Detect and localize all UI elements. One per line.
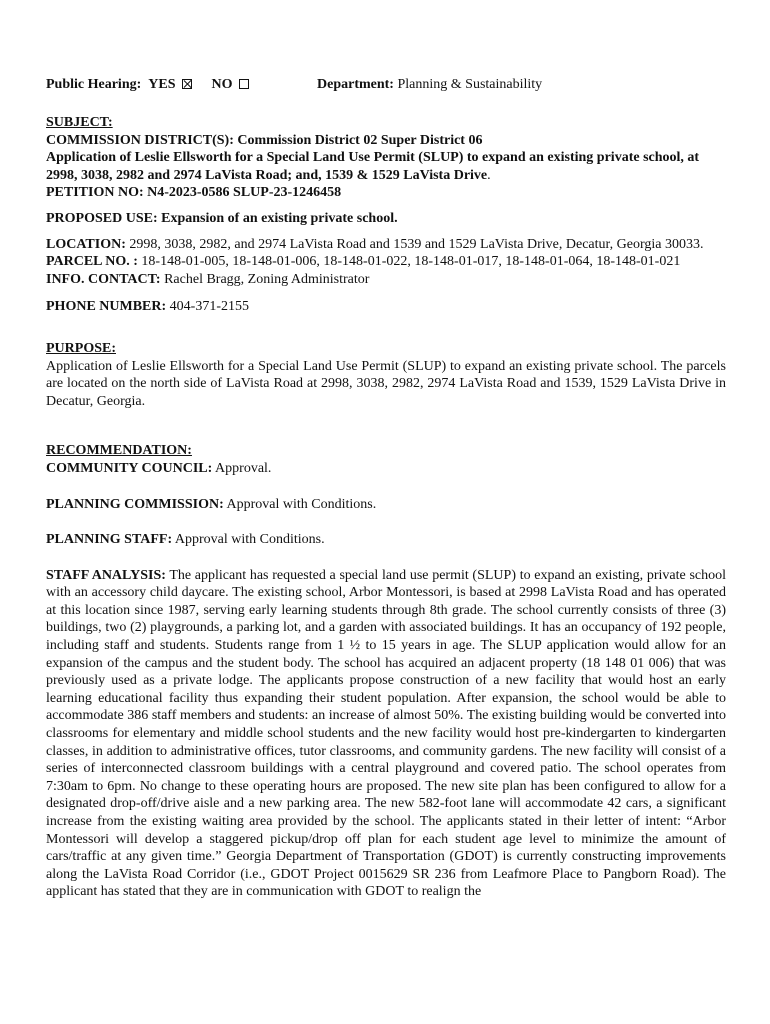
application-title-text: Application of Leslie Ellsworth for a Special Land Use Permit (SLUP) to expand an existing private school, at 2998, 3038, 2982 and 2974 LaVista Road; and, 1539 & 1529 LaVista Drive (46, 150, 700, 183)
yes-label: YES (148, 77, 176, 92)
petition-number (46, 184, 726, 202)
commission-district (46, 132, 726, 150)
application-title-end: . (487, 167, 491, 183)
proposed-use-text: PROPOSED USE: Expansion of an existing private school. (46, 210, 398, 226)
staff-analysis-text: The applicant has requested a special land use permit (SLUP) to expand an existing, private school with an accessory child daycare. The existing school, Arbor Montessori, is based at 2998 LaVista Road and has operated at this location since 1987, serving early learning students through 8th grade. The school currently consists of three (3) buildings, two (2) playgrounds, a parking lot, and a garden with associated buildings. It has an occupancy of 192 people, including staff and students. Students range from 1 ½ to 15 years in age. The SLUP application would allow for an expansion of the campus and the student body. The school has acquired an adjacent property (18 148 01 006) that was previously used as a private lodge. The applicants propose construction of a new facility that would host an early learning educational facility thus expanding their student population. After expansion, the school would be able to accommodate 386 staff members and students: an increase of almost 50%. The existing building would be converted into classrooms for elementary and middle school students and the new facility would host pre-kindergarten to kindergarten classes, in addition to administrative offices, tutor classrooms, and community gardens. The new facility will consist of a series of interconnected classroom buildings with a central playground and covered patio. The school operates from 7:30am to 6pm. No change to these operating hours are proposed. The new site plan has been configured to allow for a designated drop-off/drive aisle and a new parking area. The new 582-foot lane will accommodate 42 cars, a significant increase from the existing waiting area provided by the school. The applicants stated in their letter of intent: “Arbor Montessori will develop a staggered pickup/drop off plan for each student age level to minimize the amount of cars/traffic at any given time.” Georgia Department of Transportation (GDOT) is currently constructing improvements along the LaVista Road Corridor (i.e., GDOT Project 0015629 SR 236 from Leafmore Place to Pangborn Road). The applicant has stated that they are in communication with GDOT to realign the (46, 567, 726, 900)
petition-number-text: PETITION NO: N4-2023-0586 SLUP-23-1246458 (46, 185, 342, 201)
no-checkbox-empty-icon[interactable] (239, 79, 249, 89)
department (317, 76, 542, 94)
recommendation-heading: RECOMMENDATION: (46, 443, 192, 459)
phone-value: 404-371-2155 (169, 299, 249, 315)
purpose-text: Application of Leslie Ellsworth for a Special Land Use Permit (SLUP) to expand an existing private school. The parcels are located on the north side of LaVista Road at 2998, 3038, 2982, 2974 LaVista Road and 1539, 1529 LaVista Drive in Decatur, Georgia. (46, 358, 726, 409)
application-title (46, 149, 726, 184)
purpose-heading: PURPOSE: (46, 340, 116, 356)
planning-commission (46, 496, 726, 514)
phone-number (46, 298, 726, 316)
proposed-use (46, 210, 726, 228)
phone-label: PHONE NUMBER: (46, 299, 167, 315)
community-council (46, 460, 726, 478)
document-page (46, 76, 726, 901)
location-label: LOCATION: (46, 236, 126, 252)
info-contact-label: INFO. CONTACT: (46, 271, 161, 287)
no-label: NO (211, 77, 233, 92)
planning-staff-label: PLANNING STAFF: (46, 532, 173, 548)
staff-analysis (46, 567, 726, 901)
planning-staff (46, 531, 726, 549)
commission-district-text: COMMISSION DISTRICT(S): Commission District 02 Super District 06 (46, 132, 483, 148)
location-value: 2998, 3038, 2982, and 2974 LaVista Road and 1539 and 1529 LaVista Drive, Decatur, Georgia 30033. (129, 236, 704, 252)
info-contact-value: Rachel Bragg, Zoning Administrator (164, 271, 370, 287)
header-row (46, 76, 726, 96)
community-council-label: COMMUNITY COUNCIL: (46, 460, 213, 476)
planning-staff-value: Approval with Conditions. (174, 532, 325, 548)
subject-heading: SUBJECT: (46, 115, 113, 130)
parcel-numbers (46, 253, 726, 271)
planning-commission-value: Approval with Conditions. (226, 496, 377, 512)
location (46, 236, 726, 254)
staff-analysis-label: STAFF ANALYSIS: (46, 567, 166, 583)
community-council-value: Approval. (215, 460, 272, 476)
department-label: Department: (317, 77, 394, 92)
parcel-value: 18-148-01-005, 18-148-01-006, 18-148-01-022, 18-148-01-017, 18-148-01-064, 18-148-01-021 (141, 254, 681, 270)
planning-commission-label: PLANNING COMMISSION: (46, 496, 224, 512)
department-value: Planning & Sustainability (397, 77, 543, 92)
public-hearing (46, 76, 251, 94)
yes-checkbox-checked-icon[interactable] (182, 79, 192, 89)
info-contact (46, 271, 726, 289)
parcel-label: PARCEL NO. : (46, 254, 138, 270)
public-hearing-label: Public Hearing: (46, 77, 142, 92)
